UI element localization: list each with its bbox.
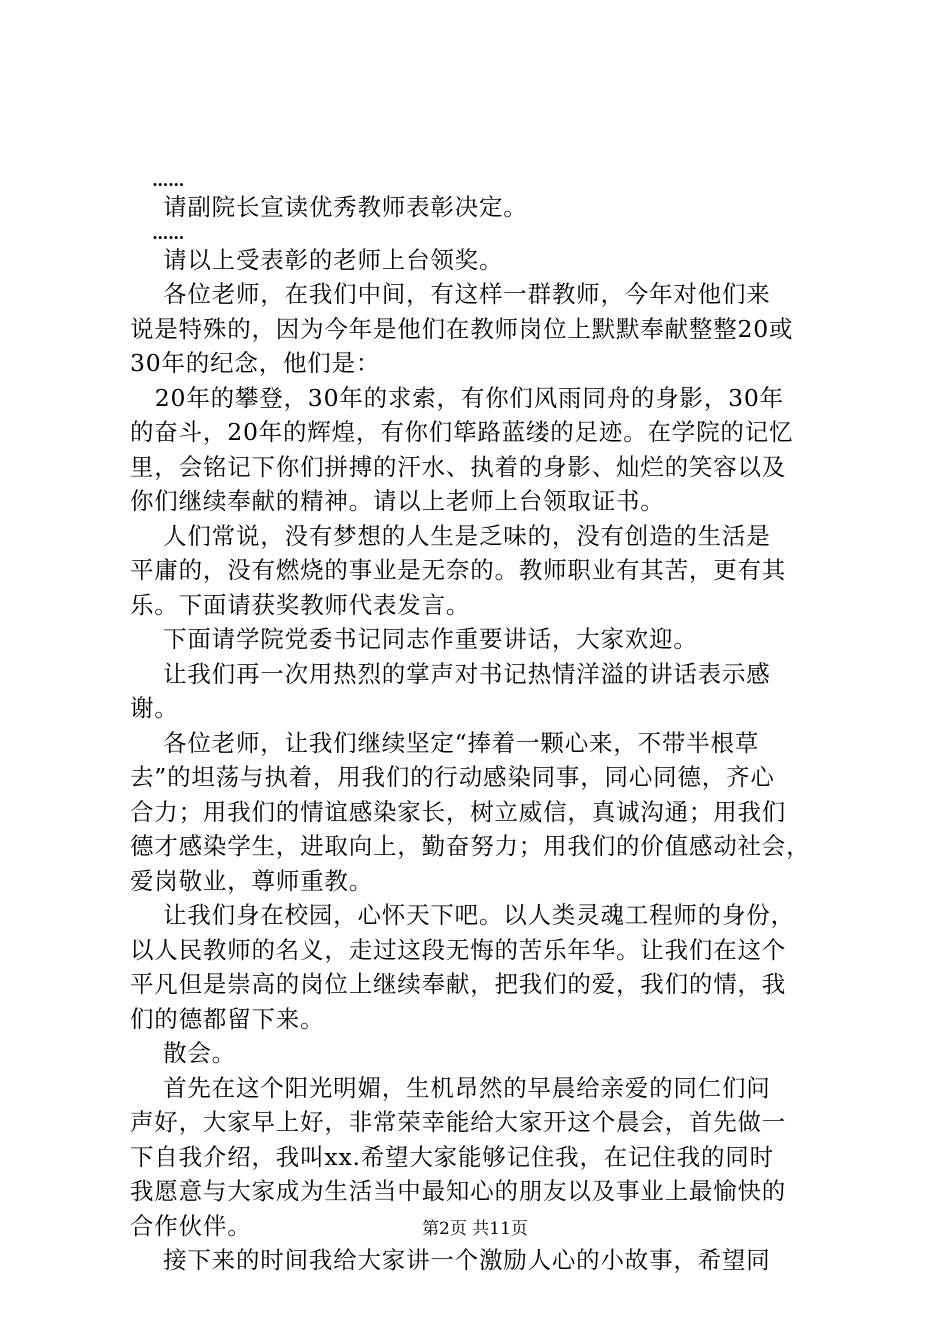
paragraph-line: 谢。: [130, 694, 179, 722]
paragraph-line: 让我们身在校园，心怀天下吧。以人类灵魂工程师的身份，: [130, 901, 795, 929]
paragraph-line: 下面请学院党委书记同志作重要讲话，大家欢迎。: [130, 625, 698, 653]
paragraph-line: 你们继续奉献的精神。请以上老师上台领取证书。: [130, 487, 665, 515]
paragraph-line: 去”的坦荡与执着，用我们的行动感染同事，同心同德，齐心: [130, 763, 775, 791]
page-footer: [0, 1214, 950, 1239]
paragraph-line: 说是特殊的，因为今年是他们在教师岗位上默默奉献整整20或: [130, 314, 794, 343]
paragraph-line: 合力；用我们的情谊感染家长，树立威信，真诚沟通；用我们: [130, 797, 787, 826]
paragraph-line: 我愿意与大家成为生活当中最知心的朋友以及事业上最愉快的: [130, 1177, 787, 1205]
paragraph-line: 爱岗敬业，尊师重教。: [130, 866, 373, 895]
paragraph-line: 平凡但是崇高的岗位上继续奉献，把我们的爱，我们的情，我: [130, 970, 787, 998]
paragraph-line: 里，会铭记下你们拼搏的汗水、执着的身影、灿烂的笑容以及: [130, 452, 787, 481]
paragraph-line: 德才感染学生，进取向上，勤奋努力；用我们的价值感动社会，: [130, 832, 811, 860]
paragraph-line: 平庸的，没有燃烧的事业是无奈的。教师职业有其苦，更有其: [130, 556, 787, 584]
paragraph-line: 接下来的时间我给大家讲一个激励人心的小故事，希望同: [130, 1246, 771, 1274]
paragraph-line: 合作伙伴。: [130, 1211, 252, 1240]
paragraph-line: 让我们再一次用热烈的掌声对书记热情洋溢的讲话表示感: [130, 659, 771, 688]
paragraph-line: 20年的攀登，30年的求索，有你们风雨同舟的身影，30年: [130, 383, 784, 412]
ellipsis-line: ……: [130, 171, 185, 190]
paragraph-line: 人们常说，没有梦想的人生是乏味的，没有创造的生活是: [130, 521, 771, 550]
paragraph-line: 各位老师，让我们继续坚定“捧着一颗心来，不带半根草: [130, 728, 760, 757]
paragraph-line: 声好，大家早上好，非常荣幸能给大家开这个晨会，首先做一: [130, 1108, 787, 1136]
ellipsis-line: ……: [130, 223, 185, 243]
paragraph-line: 请副院长宣读优秀教师表彰决定。: [130, 193, 528, 221]
paragraph-line: 下自我介绍，我叫xx.希望大家能够记住我，在记住我的同时: [130, 1142, 774, 1171]
paragraph-line: 乐。下面请获奖教师代表发言。: [130, 590, 471, 619]
paragraph-line: 30年的纪念，他们是：: [130, 349, 381, 377]
paragraph-line: 们的德都留下来。: [130, 1004, 325, 1033]
paragraph-line: 各位老师，在我们中间，有这样一群教师，今年对他们来: [130, 280, 771, 308]
page-number-label: 第2页 共11页: [422, 1219, 528, 1239]
document-body: [130, 172, 835, 1278]
paragraph-line: 以人民教师的名义，走过这段无悔的苦乐年华。让我们在这个: [130, 935, 787, 964]
paragraph-line: 请以上受表彰的老师上台领奖。: [130, 245, 504, 274]
paragraph-line: 首先在这个阳光明媚，生机昂然的早晨给亲爱的同仁们问: [130, 1073, 771, 1102]
paragraph-line: 的奋斗，20年的辉煌，有你们筚路蓝缕的足迹。在学院的记忆: [130, 418, 794, 446]
paragraph-line: 散会。: [130, 1039, 236, 1067]
